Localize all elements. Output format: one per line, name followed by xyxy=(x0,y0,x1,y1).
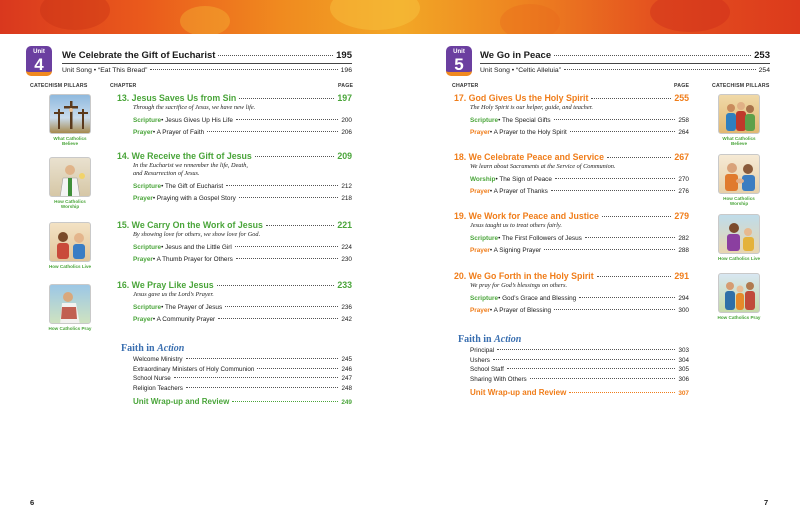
chapter-20 xyxy=(454,271,689,314)
pillar-pray xyxy=(716,273,762,320)
leader-dots xyxy=(236,119,338,120)
chapter-19 xyxy=(454,211,689,254)
scripture-page: 212 xyxy=(341,183,352,190)
faith-in-action-heading xyxy=(121,343,352,354)
leader-dots xyxy=(554,309,675,310)
header-page: PAGE xyxy=(338,83,354,89)
prayer-row[interactable] xyxy=(454,307,689,314)
chapter-page: 221 xyxy=(337,220,352,230)
chapter-15 xyxy=(117,220,352,263)
pillar-believe xyxy=(716,94,762,146)
unit-song-page: 196 xyxy=(340,67,352,74)
chapter-page: 291 xyxy=(674,271,689,281)
leader-dots xyxy=(585,237,675,238)
prayer-page: 276 xyxy=(678,188,689,195)
leader-dots xyxy=(150,69,337,70)
prayer-row[interactable] xyxy=(117,256,352,263)
wrap-up-page: 307 xyxy=(678,389,689,397)
disciples-illustration-icon xyxy=(718,94,760,134)
prayer-text: • A Community Prayer xyxy=(152,316,216,323)
unit-word: Unit xyxy=(453,49,465,55)
jesus-illustration-icon xyxy=(49,284,91,324)
page-number: 6 xyxy=(30,498,35,507)
unit-5-badge xyxy=(446,46,472,76)
unit-4-badge xyxy=(26,46,52,76)
item-text: Principal xyxy=(470,347,495,355)
pillar-caption: How Catholics Live xyxy=(48,264,92,269)
prayer-text: • A Signing Prayer xyxy=(489,247,542,254)
subtitle-line: We pray for God’s blessings on others. xyxy=(470,282,568,289)
prayer-label: Prayer xyxy=(133,195,153,202)
scripture-text: • The Gift of Eucharist xyxy=(161,183,224,190)
leader-dots xyxy=(232,401,338,402)
chapter-title: 17. God Gives Us the Holy Spirit xyxy=(454,93,589,103)
wrap-up-text: Unit Wrap-up and Review xyxy=(470,387,567,397)
scripture-label: Scripture xyxy=(133,183,162,190)
scripture-row[interactable] xyxy=(454,117,689,124)
worship-row[interactable] xyxy=(454,176,689,183)
pillar-live xyxy=(716,214,762,261)
chapter-title: 20. We Go Forth in the Holy Spirit xyxy=(454,271,594,281)
pillar-caption: How Catholics Live xyxy=(717,256,761,261)
chapter-title: 14. We Receive the Gift of Jesus xyxy=(117,151,252,161)
wrap-up-page: 249 xyxy=(341,398,352,406)
worship-page: 270 xyxy=(678,176,689,183)
scripture-row[interactable] xyxy=(454,295,689,302)
crucifixion-illustration-icon xyxy=(49,94,91,134)
pillar-caption: How Catholics Worship xyxy=(723,196,755,207)
scripture-page: 258 xyxy=(678,117,689,124)
worship-label: Worship xyxy=(470,176,496,183)
chapter-16 xyxy=(117,280,352,323)
leader-dots xyxy=(544,249,675,250)
unit-wrap-up-row[interactable] xyxy=(121,397,352,406)
family-illustration-icon xyxy=(718,273,760,313)
chapter-page: 279 xyxy=(674,211,689,221)
pillar-caption: How Catholics Pray xyxy=(48,326,92,331)
chapter-subtitle xyxy=(454,163,689,171)
unit-song: Unit Song • “Eat This Bread” xyxy=(62,67,148,74)
leader-dots xyxy=(493,359,676,360)
faith-in-action-item[interactable] xyxy=(121,366,352,373)
leader-dots xyxy=(497,349,675,350)
unit-page: 253 xyxy=(754,50,770,61)
leader-dots xyxy=(570,131,676,132)
leader-dots xyxy=(218,55,333,56)
subtitle-line: We learn about Sacraments at the Service of Communion. xyxy=(470,163,616,170)
scripture-page: 224 xyxy=(341,244,352,251)
priest-illustration-icon xyxy=(49,157,91,197)
children-illustration-icon xyxy=(49,222,91,262)
scripture-text: • The First Followers of Jesus xyxy=(498,235,582,242)
prayer-text: • Praying with a Gospel Story xyxy=(152,195,236,202)
faith-in-action-item[interactable] xyxy=(121,375,352,382)
right-page xyxy=(400,46,800,519)
pillar-live xyxy=(47,222,93,269)
item-text: Ushers xyxy=(470,356,490,364)
chapter-title: 13. Jesus Saves Us from Sin xyxy=(117,93,237,103)
leader-dots xyxy=(174,377,339,378)
unit-word: Unit xyxy=(33,49,45,55)
chapter-subtitle xyxy=(454,222,689,230)
chapter-subtitle xyxy=(117,291,352,299)
scripture-label: Scripture xyxy=(470,235,499,242)
faith-in-action-item[interactable] xyxy=(121,385,352,392)
prayer-text: • A Prayer of Blessing xyxy=(489,307,552,314)
scripture-label: Scripture xyxy=(133,244,162,251)
prayer-row[interactable] xyxy=(454,247,689,254)
prayer-label: Prayer xyxy=(470,247,490,254)
divider xyxy=(480,63,770,64)
scripture-page: 294 xyxy=(678,295,689,302)
leader-dots xyxy=(236,258,339,259)
leader-dots xyxy=(579,297,675,298)
chapter-title: 18. We Celebrate Peace and Service xyxy=(454,152,604,162)
leader-dots xyxy=(218,318,338,319)
prayer-text: • A Prayer to the Holy Spirit xyxy=(489,129,567,136)
unit-title: We Celebrate the Gift of Eucharist xyxy=(62,50,216,61)
unit-number: 5 xyxy=(454,55,464,74)
chapter-title-row[interactable] xyxy=(117,220,352,230)
item-page: 247 xyxy=(341,375,352,383)
subtitle-line: Jesus taught us to treat others fairly. xyxy=(470,222,562,229)
subtitle-line: Jesus gave us the Lord’s Prayer. xyxy=(133,291,214,298)
chapter-subtitle xyxy=(117,104,352,112)
leader-dots xyxy=(530,378,676,379)
prayer-label: Prayer xyxy=(133,316,153,323)
scripture-page: 200 xyxy=(341,117,352,124)
leader-dots xyxy=(555,178,675,179)
scripture-text: • Jesus Gives Up His Life xyxy=(161,117,233,124)
chapter-title: 15. We Carry On the Work of Jesus xyxy=(117,220,263,230)
chapter-page: 255 xyxy=(674,93,689,103)
worship-text: • The Sign of Peace xyxy=(495,176,552,183)
pillar-caption: What Catholics Believe xyxy=(53,136,87,147)
prayer-page: 242 xyxy=(341,316,352,323)
scripture-label: Scripture xyxy=(470,295,499,302)
faith-in-action-item[interactable] xyxy=(121,356,352,363)
scripture-row[interactable] xyxy=(454,235,689,242)
scripture-row[interactable] xyxy=(117,244,352,251)
unit-title-row[interactable] xyxy=(480,50,770,61)
faith-word: Faith in xyxy=(458,334,495,345)
prayer-label: Prayer xyxy=(133,256,153,263)
chapter-title-row[interactable] xyxy=(117,151,352,161)
pillar-caption: What Catholics Believe xyxy=(722,136,756,147)
leader-dots xyxy=(257,368,338,369)
item-text: Welcome Ministry xyxy=(133,356,183,364)
scripture-text: • God’s Grace and Blessing xyxy=(498,295,577,302)
scripture-row[interactable] xyxy=(117,304,352,311)
prayer-row[interactable] xyxy=(117,129,352,136)
scripture-text: • The Prayer of Jesus xyxy=(161,304,223,311)
leader-dots xyxy=(602,216,671,217)
chapter-13 xyxy=(117,93,352,136)
scripture-row[interactable] xyxy=(117,117,352,124)
item-text: Religion Teachers xyxy=(133,384,183,392)
header-chapter: CHAPTER xyxy=(110,83,137,89)
faith-in-action-item[interactable] xyxy=(458,357,689,364)
item-page: 245 xyxy=(341,356,352,364)
wrap-up-text: Unit Wrap-up and Review xyxy=(133,396,230,406)
scripture-row[interactable] xyxy=(117,183,352,190)
unit-song: Unit Song • “Celtic Alleluia” xyxy=(480,67,561,74)
item-page: 248 xyxy=(341,384,352,392)
item-text: School Nurse xyxy=(133,375,171,383)
leader-dots xyxy=(217,285,335,286)
pillar-believe xyxy=(47,94,93,146)
chapter-title-row[interactable] xyxy=(454,211,689,221)
prayer-label: Prayer xyxy=(470,188,490,195)
page-number: 7 xyxy=(764,498,769,507)
subtitle-line: Through the sacrifice of Jesus, we have new life. xyxy=(133,104,256,111)
chapter-title: 16. We Pray Like Jesus xyxy=(117,280,214,290)
leader-dots xyxy=(597,276,672,277)
handshake-illustration-icon xyxy=(718,154,760,194)
pillar-pray xyxy=(47,284,93,331)
leader-dots xyxy=(225,306,338,307)
chapter-subtitle xyxy=(117,231,352,239)
chapter-title-row[interactable] xyxy=(454,93,689,103)
prayer-page: 264 xyxy=(678,129,689,136)
chapter-page: 209 xyxy=(337,151,352,161)
chapter-subtitle xyxy=(454,104,689,112)
faith-in-action-item[interactable] xyxy=(458,366,689,373)
leader-dots xyxy=(266,225,334,226)
chapter-page: 267 xyxy=(674,152,689,162)
left-page xyxy=(0,46,400,519)
subtitle-line: By showing love for others, we show love for God. xyxy=(133,231,261,238)
leader-dots xyxy=(551,190,676,191)
leader-dots xyxy=(239,197,339,198)
chapter-title-row[interactable] xyxy=(454,152,689,162)
chapter-subtitle xyxy=(117,162,352,178)
header-pillars: CATECHISM PILLARS xyxy=(30,83,88,89)
scripture-label: Scripture xyxy=(133,117,162,124)
pillar-caption: How Catholics Worship xyxy=(54,199,86,210)
chapter-subtitle xyxy=(454,282,689,290)
faith-in-action xyxy=(121,343,352,406)
header-chapter: CHAPTER xyxy=(452,83,479,89)
item-page: 305 xyxy=(678,366,689,374)
item-text: Extraordinary Ministers of Holy Communion xyxy=(133,365,255,373)
item-page: 303 xyxy=(678,347,689,355)
leader-dots xyxy=(226,185,338,186)
scripture-text: • Jesus and the Little Girl xyxy=(161,244,232,251)
chapter-18 xyxy=(454,152,689,195)
chapter-page: 197 xyxy=(337,93,352,103)
prayer-row[interactable] xyxy=(117,195,352,202)
faith-word: Faith in xyxy=(121,343,158,354)
faith-in-action-heading xyxy=(458,334,689,345)
unit-page: 195 xyxy=(336,50,352,61)
item-text: Sharing With Others xyxy=(470,375,527,383)
leader-dots xyxy=(207,131,338,132)
header-pillars: CATECHISM PILLARS xyxy=(712,83,770,89)
subtitle-line: and Resurrection of Jesus. xyxy=(133,170,200,177)
chapter-title-row[interactable] xyxy=(117,280,352,290)
leader-dots xyxy=(186,387,339,388)
chapter-title: 19. We Work for Peace and Justice xyxy=(454,211,599,221)
leader-dots xyxy=(607,157,671,158)
prayer-text: • A Prayer of Thanks xyxy=(489,188,548,195)
header-page: PAGE xyxy=(674,83,690,89)
leader-dots xyxy=(255,156,335,157)
leader-dots xyxy=(564,69,756,70)
faith-in-action-item[interactable] xyxy=(458,376,689,383)
chapter-title-row[interactable] xyxy=(117,93,352,103)
prayer-label: Prayer xyxy=(470,307,490,314)
leader-dots xyxy=(235,246,338,247)
item-text: School Staff xyxy=(470,366,504,374)
prayer-page: 218 xyxy=(341,195,352,202)
pillar-caption: How Catholics Pray xyxy=(717,315,761,320)
prayer-page: 288 xyxy=(678,247,689,254)
pillar-worship xyxy=(47,157,93,209)
leader-dots xyxy=(554,119,676,120)
scripture-text: • The Special Gifts xyxy=(498,117,551,124)
unit-title: We Go in Peace xyxy=(480,50,552,61)
prayer-row[interactable] xyxy=(454,129,689,136)
item-page: 304 xyxy=(678,356,689,364)
item-page: 246 xyxy=(341,365,352,373)
scripture-label: Scripture xyxy=(470,117,499,124)
unit-song-row[interactable] xyxy=(480,67,770,74)
scripture-page: 236 xyxy=(341,304,352,311)
scripture-page: 282 xyxy=(678,235,689,242)
leader-dots xyxy=(569,392,675,393)
leader-dots xyxy=(591,98,671,99)
leader-dots xyxy=(239,98,334,99)
unit-number: 4 xyxy=(34,55,44,74)
prayer-label: Prayer xyxy=(470,129,490,136)
prayer-text: • A Prayer of Faith xyxy=(152,129,205,136)
faith-in-action xyxy=(458,334,689,397)
chapter-17 xyxy=(454,93,689,136)
chapter-page: 233 xyxy=(337,280,352,290)
chapter-14 xyxy=(117,151,352,202)
subtitle-line: The Holy Spirit is our helper, guide, and teacher. xyxy=(470,104,593,111)
leader-dots xyxy=(554,55,751,56)
prayer-page: 206 xyxy=(341,129,352,136)
leader-dots xyxy=(186,358,339,359)
faith-in-action-item[interactable] xyxy=(458,347,689,354)
action-word: Action xyxy=(494,334,522,345)
prayer-page: 300 xyxy=(678,307,689,314)
scripture-label: Scripture xyxy=(133,304,162,311)
chapter-title-row[interactable] xyxy=(454,271,689,281)
unit-wrap-up-row[interactable] xyxy=(458,388,689,397)
prayer-row[interactable] xyxy=(117,316,352,323)
helping-illustration-icon xyxy=(718,214,760,254)
unit-song-row[interactable] xyxy=(62,67,352,74)
unit-title-row[interactable] xyxy=(62,50,352,61)
leader-dots xyxy=(507,368,676,369)
unit-song-page: 254 xyxy=(758,67,770,74)
prayer-label: Prayer xyxy=(133,129,153,136)
divider xyxy=(62,63,352,64)
prayer-row[interactable] xyxy=(454,188,689,195)
subtitle-line: In the Eucharist we remember the life, Death, xyxy=(133,162,249,169)
header-banner xyxy=(0,0,800,34)
prayer-text: • A Thumb Prayer for Others xyxy=(152,256,233,263)
pillar-worship xyxy=(716,154,762,206)
prayer-page: 230 xyxy=(341,256,352,263)
action-word: Action xyxy=(157,343,185,354)
item-page: 306 xyxy=(678,375,689,383)
